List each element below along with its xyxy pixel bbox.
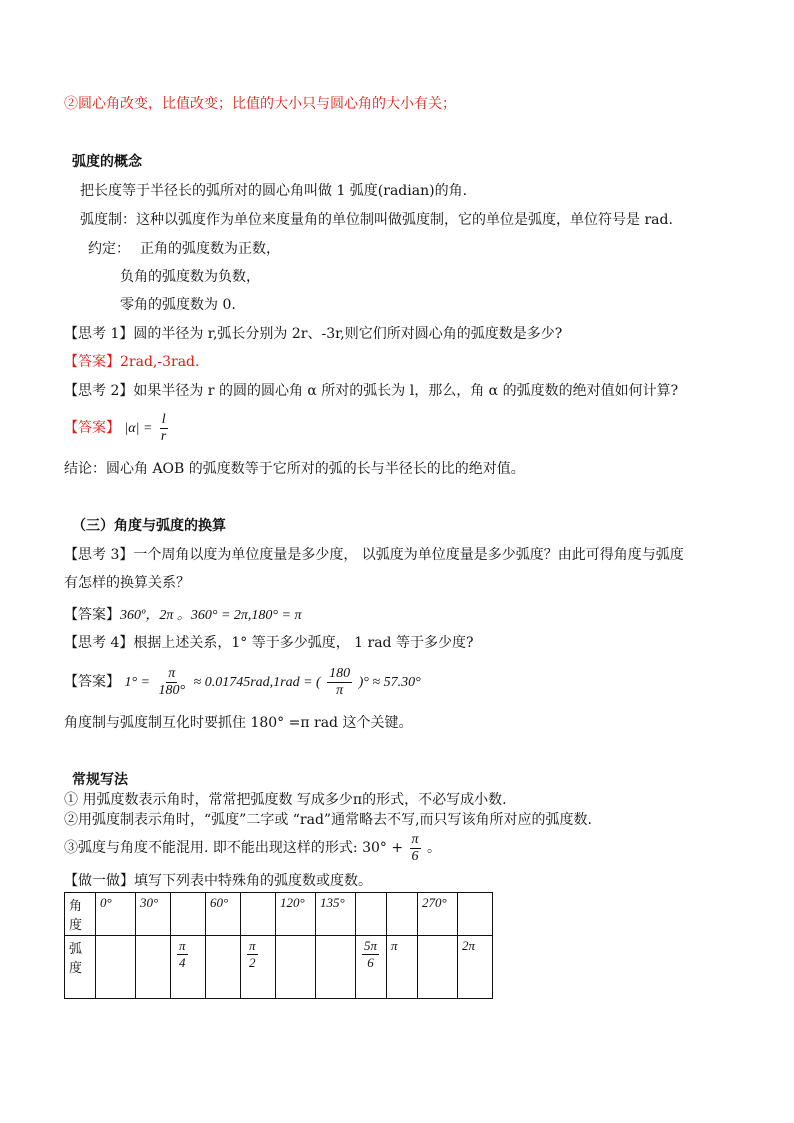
answer-4-part-a: 1° = xyxy=(124,675,150,690)
table-row-radians xyxy=(65,936,493,999)
denominator: 6 xyxy=(411,848,419,864)
table-cell[interactable]: π xyxy=(387,936,418,999)
answer-label: 【答案】 xyxy=(64,420,120,436)
denominator: 180° xyxy=(158,682,186,698)
table-cell[interactable] xyxy=(316,936,356,999)
answer-label: 【答案】 xyxy=(64,354,120,370)
fraction-pi-over-2: $\frac{\pi}{2}$ xyxy=(249,938,256,970)
table-cell[interactable]: 270° xyxy=(418,893,458,936)
think-4: 【思考 4】根据上述关系，1° 等于多少弧度， 1 rad 等于多少度? xyxy=(64,635,474,651)
exercise-prompt: 【做一做】填写下列表中特殊角的弧度数或度数。 xyxy=(64,873,372,889)
rule-3 xyxy=(64,830,441,866)
rule-2: ②用弧度制表示角时，“弧度”二字或 “rad”通常略去不写,而只写该角所对应的弧度数. xyxy=(64,812,592,828)
fraction-pi-over-180 xyxy=(156,666,187,699)
fraction-180-over-pi xyxy=(327,666,352,699)
key-line: 角度制与弧度制互化时要抓住 180° =π rad 这个关键。 xyxy=(64,715,413,731)
definition-system: 弧度制：这种以弧度作为单位来度量角的单位制叫做弧度制，它的单位是弧度，单位符号是 rad. xyxy=(80,212,673,228)
answer-2-lhs: |α| = xyxy=(124,421,153,436)
rule-1: ① 用弧度数表示角时，常常把弧度数 写成多少π的形式，不必写成小数. xyxy=(64,792,507,808)
table-cell[interactable]: 0° xyxy=(96,893,136,936)
table-cell[interactable] xyxy=(241,893,276,936)
table-cell[interactable]: 2π xyxy=(458,936,493,999)
table-cell[interactable] xyxy=(356,936,387,999)
convention-3: 零角的弧度数为 0. xyxy=(120,297,236,313)
table-cell[interactable]: 30° xyxy=(136,893,171,936)
conclusion: 结论：圆心角 AOB 的弧度数等于它所对的弧的长与半径长的比的绝对值。 xyxy=(64,461,525,477)
rule-3-end: 。 xyxy=(426,840,441,856)
table-cell[interactable] xyxy=(136,936,171,999)
fraction-pi-over-6 xyxy=(410,832,421,865)
table-cell[interactable] xyxy=(418,936,458,999)
denominator: r xyxy=(160,428,167,444)
table-cell[interactable] xyxy=(276,936,316,999)
table-header-radians: 弧度 xyxy=(65,936,96,999)
answer-1-value: 2rad,-3rad. xyxy=(120,354,200,370)
table-cell[interactable] xyxy=(171,936,206,999)
fraction-5pi-over-6: $\frac{5\pi}{6}$ xyxy=(364,938,378,970)
convention-2: 负角的弧度数为负数， xyxy=(120,269,260,285)
heading-convert: （三）角度与弧度的换算 xyxy=(72,518,226,534)
answer-label: 【答案】 xyxy=(64,607,120,623)
heading-radian: 弧度的概念 xyxy=(72,154,142,170)
table-cell[interactable] xyxy=(458,893,493,936)
red-note: ②圆心角改变，比值改变；比值的大小只与圆心角的大小有关； xyxy=(64,96,456,112)
table-cell[interactable]: 120° xyxy=(276,893,316,936)
convention-label: 约定： xyxy=(88,241,130,257)
answer-4-part-b: ≈ 0.01745rad,1rad = ( xyxy=(193,675,321,690)
think-1: 【思考 1】圆的半径为 r,弧长分别为 2r、-3r,则它们所对圆心角的弧度数是多少? xyxy=(64,326,563,342)
table-cell[interactable] xyxy=(241,936,276,999)
think-2: 【思考 2】如果半径为 r 的圆的圆心角 α 所对的弧长为 l，那么，角 α 的弧度数的绝对值如何计算? xyxy=(64,383,679,399)
table-cell[interactable] xyxy=(356,893,387,936)
answer-3 xyxy=(64,605,301,626)
rule-3-text: ③弧度与角度不能混用. 即不能出现这样的形式: 30° + xyxy=(64,840,404,856)
table-cell[interactable]: 135° xyxy=(316,893,356,936)
heading-rules: 常规写法 xyxy=(72,772,128,788)
answer-3-value: 360º，2π 。360° = 2π,180° = π xyxy=(120,608,302,623)
table-header-degrees: 角度 xyxy=(65,893,96,936)
table-cell[interactable]: 60° xyxy=(206,893,241,936)
table-row-degrees xyxy=(65,893,493,936)
answer-label: 【答案】 xyxy=(64,674,120,690)
think-3-line-1: 【思考 3】一个周角以度为单位度量是多少度， 以弧度为单位度量是多少弧度？由此可得角度与弧度 xyxy=(64,547,684,563)
fraction-pi-over-4: $\frac{\pi}{4}$ xyxy=(179,938,186,970)
numerator: π xyxy=(411,831,419,847)
numerator: π xyxy=(168,665,176,681)
numerator: 180 xyxy=(329,665,351,681)
denominator: π xyxy=(336,682,344,698)
answer-4-part-c: )° ≈ 57.30° xyxy=(358,675,421,690)
conversion-table xyxy=(64,892,493,999)
think-3-line-2: 有怎样的换算关系？ xyxy=(64,575,190,591)
numerator: l xyxy=(161,411,166,427)
convention-1: 正角的弧度数为正数， xyxy=(140,241,280,257)
table-cell[interactable] xyxy=(171,893,206,936)
table-cell[interactable] xyxy=(96,936,136,999)
table-cell[interactable] xyxy=(387,893,418,936)
answer-1 xyxy=(64,352,199,372)
definition-radian: 把长度等于半径长的弧所对的圆心角叫做 1 弧度(radian)的角. xyxy=(80,183,468,199)
answer-4 xyxy=(64,662,421,703)
answer-2 xyxy=(64,410,170,447)
table-cell[interactable] xyxy=(206,936,241,999)
fraction-l-over-r xyxy=(159,412,168,445)
